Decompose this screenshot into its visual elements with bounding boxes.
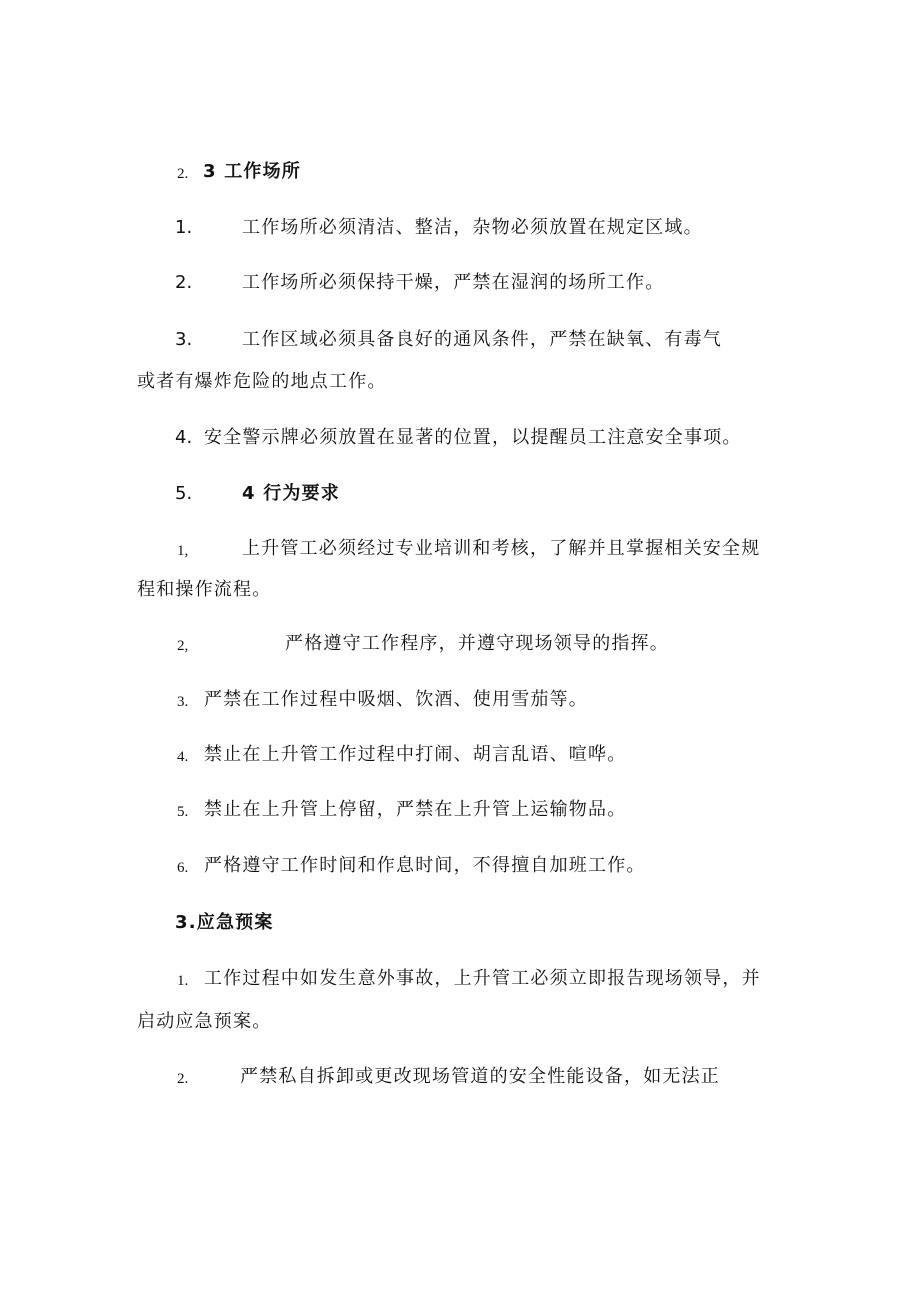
list-item-text: 工作场所必须保持干燥，严禁在湿润的场所工作。 [242, 272, 665, 293]
list-item-continuation: 或者有爆炸危险的地点工作。 [137, 371, 387, 392]
section-number: 2. [177, 166, 189, 182]
list-item-text: 工作场所必须清洁、整洁，杂物必须放置在规定区域。 [242, 217, 703, 238]
list-item-number: 2. [175, 272, 193, 293]
list-item-number: 2, [177, 638, 189, 654]
list-item-continuation: 程和操作流程。 [137, 579, 272, 600]
section-title: 4 行为要求 [242, 483, 340, 504]
list-item-number: 1. [175, 217, 193, 238]
list-item-number: 5. [177, 804, 189, 820]
list-item-continuation: 启动应急预案。 [137, 1011, 272, 1032]
list-item-text: 安全警示牌必须放置在显著的位置，以提醒员工注意安全事项。 [204, 427, 742, 448]
list-item-text: 工作区域必须具备良好的通风条件，严禁在缺氧、有毒气 [242, 329, 722, 350]
list-item-number: 4. [175, 427, 193, 448]
list-item-text: 工作过程中如发生意外事故，上升管工必须立即报告现场领导，并 [204, 968, 761, 989]
list-item-number: 2. [177, 1071, 189, 1087]
list-item-number: 3. [175, 329, 193, 350]
list-item-text: 禁止在上升管工作过程中打闹、胡言乱语、喧哗。 [204, 744, 627, 765]
list-item-text: 上升管工必须经过专业培训和考核，了解并且掌握相关安全规 [242, 538, 761, 559]
section-title: 3 工作场所 [203, 161, 301, 182]
list-item-number: 1, [177, 543, 189, 559]
list-item-number: 4. [177, 749, 189, 765]
list-item-number: 3. [177, 694, 189, 710]
list-item-number: 1. [177, 973, 189, 989]
list-item-text: 严格遵守工作时间和作息时间，不得擅自加班工作。 [204, 855, 646, 876]
list-item-number: 6. [177, 860, 189, 876]
list-item-text: 严禁私自拆卸或更改现场管道的安全性能设备，如无法正 [240, 1066, 720, 1087]
list-item-text: 严格遵守工作程序，并遵守现场领导的指挥。 [285, 633, 669, 654]
list-item-text: 严禁在工作过程中吸烟、饮酒、使用雪茄等。 [204, 689, 588, 710]
section-title: 3.应急预案 [175, 912, 274, 933]
list-item-text: 禁止在上升管上停留，严禁在上升管上运输物品。 [204, 799, 627, 820]
section-number: 5. [175, 483, 193, 504]
